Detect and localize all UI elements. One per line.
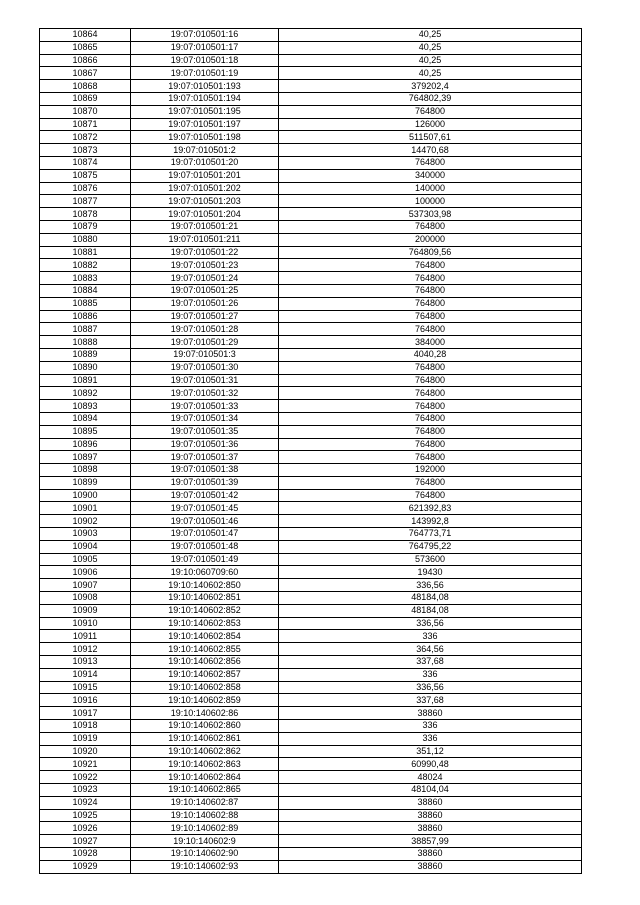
cadastral-number-cell: 19:07:010501:42 xyxy=(131,489,279,502)
value-cell: 4040,28 xyxy=(279,348,582,361)
table-row xyxy=(40,169,582,182)
table-row xyxy=(40,361,582,374)
table-row xyxy=(40,694,582,707)
table-row xyxy=(40,745,582,758)
cadastral-number-cell: 19:07:010501:204 xyxy=(131,208,279,221)
row-number-cell: 10868 xyxy=(40,80,131,93)
row-number-cell: 10897 xyxy=(40,451,131,464)
value-cell: 764800 xyxy=(279,489,582,502)
row-number-cell: 10876 xyxy=(40,182,131,195)
cadastral-number-cell: 19:07:010501:31 xyxy=(131,374,279,387)
cadastral-number-cell: 19:10:060709:60 xyxy=(131,566,279,579)
row-number-cell: 10912 xyxy=(40,643,131,656)
row-number-cell: 10871 xyxy=(40,118,131,131)
table-row xyxy=(40,502,582,515)
value-cell: 40,25 xyxy=(279,54,582,67)
value-cell: 764800 xyxy=(279,272,582,285)
cadastral-number-cell: 19:07:010501:22 xyxy=(131,246,279,259)
value-cell: 40,25 xyxy=(279,29,582,42)
table-row xyxy=(40,720,582,733)
cadastral-number-cell: 19:07:010501:197 xyxy=(131,118,279,131)
value-cell: 764800 xyxy=(279,156,582,169)
row-number-cell: 10909 xyxy=(40,604,131,617)
table-row xyxy=(40,566,582,579)
value-cell: 60990,48 xyxy=(279,758,582,771)
value-cell: 764800 xyxy=(279,387,582,400)
row-number-cell: 10929 xyxy=(40,860,131,873)
table-row xyxy=(40,617,582,630)
row-number-cell: 10875 xyxy=(40,169,131,182)
value-cell: 126000 xyxy=(279,118,582,131)
cadastral-number-cell: 19:07:010501:19 xyxy=(131,67,279,80)
value-cell: 764800 xyxy=(279,361,582,374)
value-cell: 38857,99 xyxy=(279,835,582,848)
row-number-cell: 10882 xyxy=(40,259,131,272)
cadastral-number-cell: 19:10:140602:89 xyxy=(131,822,279,835)
value-cell: 764800 xyxy=(279,284,582,297)
cadastral-number-cell: 19:07:010501:194 xyxy=(131,92,279,105)
table-row xyxy=(40,451,582,464)
cadastral-number-cell: 19:07:010501:20 xyxy=(131,156,279,169)
cadastral-number-cell: 19:07:010501:49 xyxy=(131,553,279,566)
row-number-cell: 10867 xyxy=(40,67,131,80)
cadastral-number-cell: 19:07:010501:29 xyxy=(131,336,279,349)
table-row xyxy=(40,822,582,835)
value-cell: 40,25 xyxy=(279,41,582,54)
value-cell: 40,25 xyxy=(279,67,582,80)
value-cell: 140000 xyxy=(279,182,582,195)
cadastral-number-cell: 19:10:140602:857 xyxy=(131,668,279,681)
value-cell: 379202,4 xyxy=(279,80,582,93)
value-cell: 764802,39 xyxy=(279,92,582,105)
cadastral-number-cell: 19:07:010501:202 xyxy=(131,182,279,195)
value-cell: 764800 xyxy=(279,105,582,118)
row-number-cell: 10866 xyxy=(40,54,131,67)
row-number-cell: 10911 xyxy=(40,630,131,643)
cadastral-number-cell: 19:10:140602:855 xyxy=(131,643,279,656)
value-cell: 764800 xyxy=(279,400,582,413)
table-row xyxy=(40,464,582,477)
table-row xyxy=(40,630,582,643)
row-number-cell: 10889 xyxy=(40,348,131,361)
row-number-cell: 10925 xyxy=(40,809,131,822)
row-number-cell: 10884 xyxy=(40,284,131,297)
value-cell: 764773,71 xyxy=(279,528,582,541)
cadastral-number-cell: 19:07:010501:35 xyxy=(131,425,279,438)
value-cell: 384000 xyxy=(279,336,582,349)
row-number-cell: 10880 xyxy=(40,233,131,246)
cadastral-number-cell: 19:10:140602:863 xyxy=(131,758,279,771)
row-number-cell: 10903 xyxy=(40,528,131,541)
table-row xyxy=(40,400,582,413)
row-number-cell: 10902 xyxy=(40,515,131,528)
cadastral-number-cell: 19:10:140602:90 xyxy=(131,848,279,861)
value-cell: 48184,08 xyxy=(279,604,582,617)
row-number-cell: 10913 xyxy=(40,656,131,669)
table-row xyxy=(40,489,582,502)
table-row xyxy=(40,374,582,387)
table-row xyxy=(40,348,582,361)
row-number-cell: 10886 xyxy=(40,310,131,323)
cadastral-number-cell: 19:10:140602:93 xyxy=(131,860,279,873)
table-row xyxy=(40,835,582,848)
table-row xyxy=(40,604,582,617)
row-number-cell: 10869 xyxy=(40,92,131,105)
cadastral-number-cell: 19:07:010501:32 xyxy=(131,387,279,400)
table-row xyxy=(40,438,582,451)
table-row xyxy=(40,860,582,873)
value-cell: 764800 xyxy=(279,310,582,323)
value-cell: 511507,61 xyxy=(279,131,582,144)
value-cell: 38860 xyxy=(279,860,582,873)
value-cell: 48024 xyxy=(279,771,582,784)
cadastral-number-cell: 19:07:010501:18 xyxy=(131,54,279,67)
table-row xyxy=(40,182,582,195)
value-cell: 200000 xyxy=(279,233,582,246)
value-cell: 14470,68 xyxy=(279,144,582,157)
table-row xyxy=(40,272,582,285)
value-cell: 337,68 xyxy=(279,694,582,707)
table-row xyxy=(40,144,582,157)
row-number-cell: 10900 xyxy=(40,489,131,502)
value-cell: 764800 xyxy=(279,412,582,425)
table-row xyxy=(40,208,582,221)
value-cell: 38860 xyxy=(279,848,582,861)
row-number-cell: 10865 xyxy=(40,41,131,54)
row-number-cell: 10905 xyxy=(40,553,131,566)
row-number-cell: 10890 xyxy=(40,361,131,374)
row-number-cell: 10918 xyxy=(40,720,131,733)
cadastral-number-cell: 19:07:010501:37 xyxy=(131,451,279,464)
cadastral-number-cell: 19:07:010501:25 xyxy=(131,284,279,297)
cadastral-number-cell: 19:07:010501:47 xyxy=(131,528,279,541)
table-row xyxy=(40,284,582,297)
cadastral-number-cell: 19:07:010501:30 xyxy=(131,361,279,374)
row-number-cell: 10896 xyxy=(40,438,131,451)
row-number-cell: 10920 xyxy=(40,745,131,758)
row-number-cell: 10893 xyxy=(40,400,131,413)
table-row xyxy=(40,41,582,54)
table-row xyxy=(40,681,582,694)
row-number-cell: 10924 xyxy=(40,796,131,809)
cadastral-number-cell: 19:10:140602:860 xyxy=(131,720,279,733)
cadastral-number-cell: 19:07:010501:193 xyxy=(131,80,279,93)
cadastral-number-cell: 19:10:140602:850 xyxy=(131,579,279,592)
value-cell: 340000 xyxy=(279,169,582,182)
value-cell: 336 xyxy=(279,630,582,643)
value-cell: 38860 xyxy=(279,809,582,822)
table-row xyxy=(40,131,582,144)
table-row xyxy=(40,809,582,822)
cadastral-number-cell: 19:07:010501:201 xyxy=(131,169,279,182)
value-cell: 336,56 xyxy=(279,579,582,592)
cadastral-number-cell: 19:10:140602:858 xyxy=(131,681,279,694)
row-number-cell: 10898 xyxy=(40,464,131,477)
row-number-cell: 10888 xyxy=(40,336,131,349)
cadastral-number-cell: 19:07:010501:39 xyxy=(131,476,279,489)
table-row xyxy=(40,592,582,605)
cadastral-number-cell: 19:10:140602:865 xyxy=(131,784,279,797)
row-number-cell: 10895 xyxy=(40,425,131,438)
cadastral-number-cell: 19:07:010501:17 xyxy=(131,41,279,54)
cadastral-number-cell: 19:07:010501:211 xyxy=(131,233,279,246)
value-cell: 38860 xyxy=(279,822,582,835)
row-number-cell: 10928 xyxy=(40,848,131,861)
cadastral-number-cell: 19:10:140602:852 xyxy=(131,604,279,617)
table-row xyxy=(40,732,582,745)
row-number-cell: 10921 xyxy=(40,758,131,771)
table-row xyxy=(40,528,582,541)
row-number-cell: 10901 xyxy=(40,502,131,515)
row-number-cell: 10883 xyxy=(40,272,131,285)
row-number-cell: 10872 xyxy=(40,131,131,144)
value-cell: 537303,98 xyxy=(279,208,582,221)
value-cell: 192000 xyxy=(279,464,582,477)
value-cell: 336,56 xyxy=(279,681,582,694)
row-number-cell: 10917 xyxy=(40,707,131,720)
cadastral-number-cell: 19:10:140602:851 xyxy=(131,592,279,605)
cadastral-number-cell: 19:07:010501:16 xyxy=(131,29,279,42)
table-row xyxy=(40,80,582,93)
cadastral-number-cell: 19:07:010501:26 xyxy=(131,297,279,310)
row-number-cell: 10927 xyxy=(40,835,131,848)
cadastral-number-cell: 19:07:010501:38 xyxy=(131,464,279,477)
row-number-cell: 10922 xyxy=(40,771,131,784)
row-number-cell: 10874 xyxy=(40,156,131,169)
table-row xyxy=(40,92,582,105)
value-cell: 764795,22 xyxy=(279,540,582,553)
table-row xyxy=(40,758,582,771)
value-cell: 48184,08 xyxy=(279,592,582,605)
table-row xyxy=(40,195,582,208)
table-row xyxy=(40,656,582,669)
table-row xyxy=(40,54,582,67)
row-number-cell: 10926 xyxy=(40,822,131,835)
value-cell: 764800 xyxy=(279,297,582,310)
table-row xyxy=(40,156,582,169)
cadastral-number-cell: 19:10:140602:856 xyxy=(131,656,279,669)
cadastral-number-cell: 19:07:010501:198 xyxy=(131,131,279,144)
cadastral-number-cell: 19:10:140602:86 xyxy=(131,707,279,720)
value-cell: 143992,8 xyxy=(279,515,582,528)
cadastral-number-cell: 19:07:010501:46 xyxy=(131,515,279,528)
value-cell: 351,12 xyxy=(279,745,582,758)
table-row xyxy=(40,540,582,553)
value-cell: 764800 xyxy=(279,425,582,438)
table-row xyxy=(40,412,582,425)
row-number-cell: 10873 xyxy=(40,144,131,157)
cadastral-number-cell: 19:07:010501:203 xyxy=(131,195,279,208)
table-row xyxy=(40,668,582,681)
table-row xyxy=(40,784,582,797)
row-number-cell: 10891 xyxy=(40,374,131,387)
cadastral-number-cell: 19:10:140602:864 xyxy=(131,771,279,784)
cadastral-number-cell: 19:10:140602:859 xyxy=(131,694,279,707)
value-cell: 764800 xyxy=(279,323,582,336)
row-number-cell: 10908 xyxy=(40,592,131,605)
value-cell: 38860 xyxy=(279,707,582,720)
row-number-cell: 10870 xyxy=(40,105,131,118)
row-number-cell: 10881 xyxy=(40,246,131,259)
value-cell: 621392,83 xyxy=(279,502,582,515)
table-row xyxy=(40,579,582,592)
table-row xyxy=(40,259,582,272)
value-cell: 764800 xyxy=(279,476,582,489)
table-row xyxy=(40,310,582,323)
table-row xyxy=(40,771,582,784)
cadastral-number-cell: 19:10:140602:88 xyxy=(131,809,279,822)
row-number-cell: 10864 xyxy=(40,29,131,42)
table-row xyxy=(40,323,582,336)
row-number-cell: 10904 xyxy=(40,540,131,553)
row-number-cell: 10892 xyxy=(40,387,131,400)
cadastral-number-cell: 19:10:140602:861 xyxy=(131,732,279,745)
cadastral-number-cell: 19:07:010501:3 xyxy=(131,348,279,361)
row-number-cell: 10910 xyxy=(40,617,131,630)
value-cell: 38860 xyxy=(279,796,582,809)
table-row xyxy=(40,796,582,809)
cadastral-number-cell: 19:07:010501:23 xyxy=(131,259,279,272)
cadastral-number-cell: 19:07:010501:28 xyxy=(131,323,279,336)
row-number-cell: 10894 xyxy=(40,412,131,425)
value-cell: 336,56 xyxy=(279,617,582,630)
table-row xyxy=(40,118,582,131)
table-row xyxy=(40,848,582,861)
cadastral-number-cell: 19:07:010501:34 xyxy=(131,412,279,425)
row-number-cell: 10899 xyxy=(40,476,131,489)
value-cell: 336 xyxy=(279,668,582,681)
cadastral-number-cell: 19:10:140602:87 xyxy=(131,796,279,809)
table-row xyxy=(40,297,582,310)
value-cell: 764800 xyxy=(279,220,582,233)
cadastral-number-cell: 19:07:010501:24 xyxy=(131,272,279,285)
table-row xyxy=(40,105,582,118)
row-number-cell: 10878 xyxy=(40,208,131,221)
row-number-cell: 10916 xyxy=(40,694,131,707)
data-table xyxy=(39,28,582,874)
row-number-cell: 10887 xyxy=(40,323,131,336)
row-number-cell: 10915 xyxy=(40,681,131,694)
table-row xyxy=(40,515,582,528)
cadastral-number-cell: 19:10:140602:854 xyxy=(131,630,279,643)
value-cell: 764809,56 xyxy=(279,246,582,259)
value-cell: 336 xyxy=(279,732,582,745)
table-row xyxy=(40,643,582,656)
cadastral-number-cell: 19:07:010501:195 xyxy=(131,105,279,118)
table-row xyxy=(40,233,582,246)
table-row xyxy=(40,476,582,489)
value-cell: 364,56 xyxy=(279,643,582,656)
value-cell: 100000 xyxy=(279,195,582,208)
row-number-cell: 10879 xyxy=(40,220,131,233)
data-table-body xyxy=(40,29,582,874)
table-row xyxy=(40,67,582,80)
value-cell: 336 xyxy=(279,720,582,733)
cadastral-number-cell: 19:07:010501:45 xyxy=(131,502,279,515)
value-cell: 764800 xyxy=(279,451,582,464)
table-row xyxy=(40,387,582,400)
value-cell: 764800 xyxy=(279,438,582,451)
table-row xyxy=(40,425,582,438)
table-row xyxy=(40,29,582,42)
cadastral-number-cell: 19:07:010501:48 xyxy=(131,540,279,553)
cadastral-number-cell: 19:10:140602:9 xyxy=(131,835,279,848)
cadastral-number-cell: 19:10:140602:853 xyxy=(131,617,279,630)
row-number-cell: 10907 xyxy=(40,579,131,592)
table-row xyxy=(40,336,582,349)
row-number-cell: 10906 xyxy=(40,566,131,579)
cadastral-number-cell: 19:07:010501:21 xyxy=(131,220,279,233)
row-number-cell: 10877 xyxy=(40,195,131,208)
cadastral-number-cell: 19:07:010501:36 xyxy=(131,438,279,451)
row-number-cell: 10914 xyxy=(40,668,131,681)
value-cell: 19430 xyxy=(279,566,582,579)
table-row xyxy=(40,553,582,566)
table-row xyxy=(40,707,582,720)
value-cell: 48104,04 xyxy=(279,784,582,797)
cadastral-number-cell: 19:07:010501:27 xyxy=(131,310,279,323)
cadastral-number-cell: 19:07:010501:2 xyxy=(131,144,279,157)
row-number-cell: 10919 xyxy=(40,732,131,745)
value-cell: 573600 xyxy=(279,553,582,566)
table-row xyxy=(40,246,582,259)
value-cell: 337,68 xyxy=(279,656,582,669)
table-row xyxy=(40,220,582,233)
value-cell: 764800 xyxy=(279,259,582,272)
cadastral-number-cell: 19:10:140602:862 xyxy=(131,745,279,758)
row-number-cell: 10885 xyxy=(40,297,131,310)
value-cell: 764800 xyxy=(279,374,582,387)
row-number-cell: 10923 xyxy=(40,784,131,797)
cadastral-number-cell: 19:07:010501:33 xyxy=(131,400,279,413)
